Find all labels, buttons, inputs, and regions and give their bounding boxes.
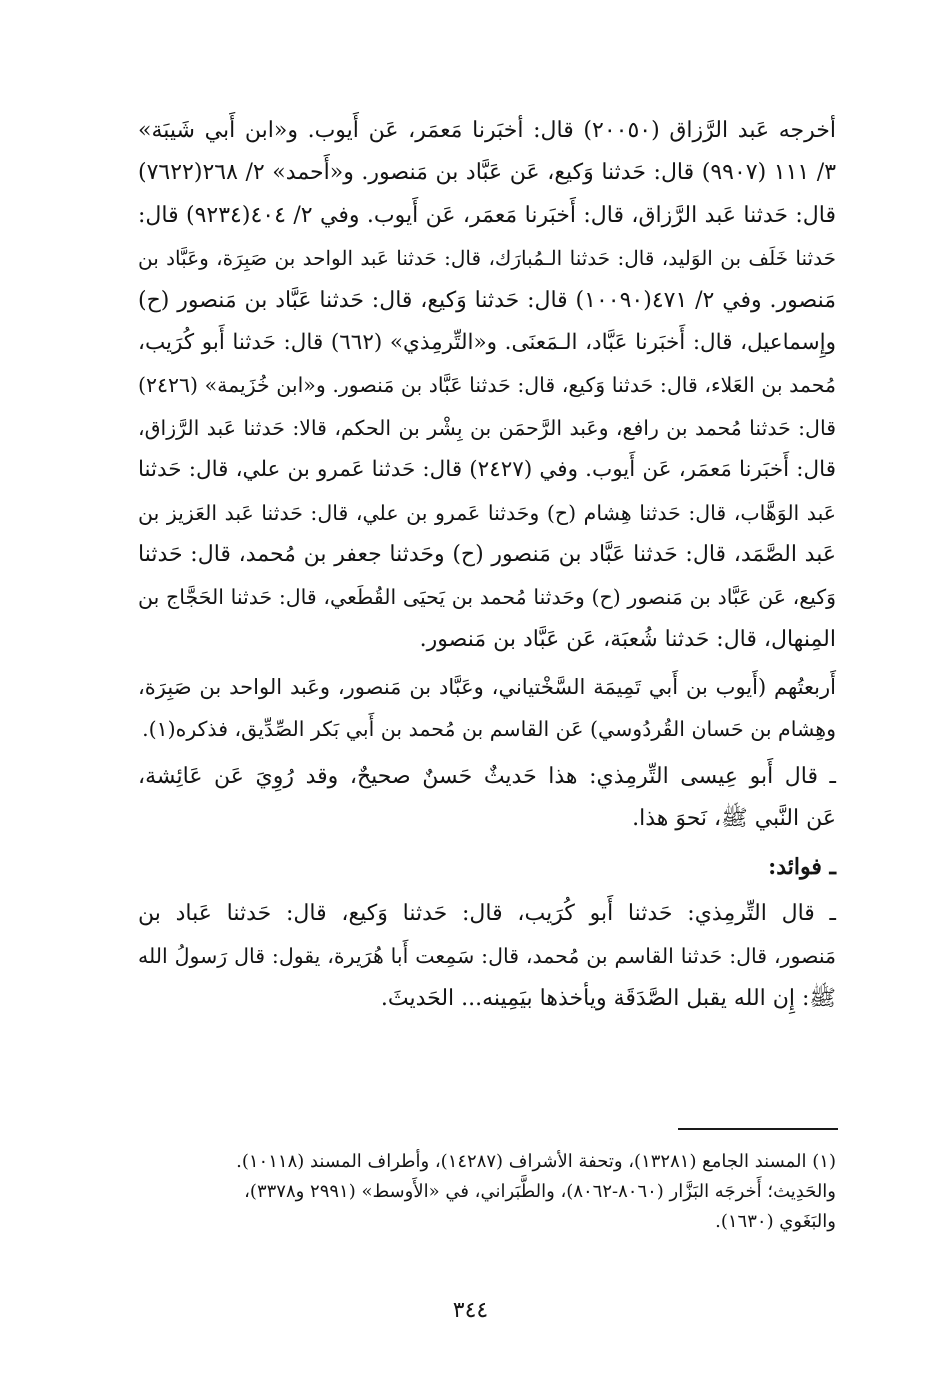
footnote-line: والبَغَوي (١٦٣٠). (715, 1211, 836, 1232)
page-number: ٣٤٤ (452, 1298, 489, 1323)
text-line: مُحمد بن العَلاء، قال: حَدثنا وَكيع، قال: حَدثنا عَبَّاد بن مَنصور. و«ابن خُزَيمة» (٢٤٢٦) (138, 373, 836, 398)
footnote-line: (١) المسند الجامع (١٣٢٨١)، وتحفة الأشراف (١٤٢٨٧)، وأطراف المسند (١٠١١٨). (236, 1151, 836, 1172)
footnote-line: والحَدِيث؛ أَخرجَه البَزَّار (٨٠٦٠-٨٠٦٢)، والطَّبَراني، في «الأَوسط» (٢٩٩١ و٣٣٧٨)، (244, 1181, 836, 1202)
text-line: حَدثنا خَلَف بن الوَليد، قال: حَدثنا الـمُبارَك، قال: حَدثنا عَبد الواحد بن صَبِرَة، وعَبَّاد بن (138, 246, 836, 271)
footnote-separator (678, 1128, 838, 1130)
main-text (138, 110, 836, 1020)
footnotes (140, 1147, 836, 1237)
text-line: قال: أَخبَرنا مَعمَر، عَن أَيوب. وفي (٢٤٢٧) قال: حَدثنا عَمرو بن علي، قال: حَدثنا (138, 457, 836, 483)
text-line: المِنهال، قال: حَدثنا شُعبَة، عَن عَبَّاد بن مَنصور. (419, 626, 836, 652)
text-line: عَبد الوَهَّاب، قال: حَدثنا هِشام (ح) وحَدثنا عَمرو بن علي، قال: حَدثنا عَبد العَزيز بن (138, 500, 836, 525)
benefits-paragraph (138, 893, 836, 1020)
text-line: ـ قال التِّرمِذي: حَدثنا أَبو كُرَيب، قال: حَدثنا وَكيع، قال: حَدثنا عَباد بن (138, 901, 836, 927)
text-line: مَنصور، قال: حَدثنا القاسم بن مُحمد، قال: سَمِعت أَبا هُرَيرة، يقول: قال رَسولُ الله (138, 944, 836, 969)
text-line: أَربعتُهم (أَيوب بن أَبي تَمِيمَة السَّخْتياني، وعَبَّاد بن مَنصور، وعَبد الواحد بن صَبِرَة، (138, 675, 836, 700)
text-line: قال: حَدثنا مُحمد بن رافع، وعَبد الرَّحمَن بن بِشْر بن الحكم، قالا: حَدثنا عَبد الرَّزاق، (138, 415, 836, 440)
section-heading: ـ فوائد: (768, 853, 836, 880)
text-line: أخرجه عَبد الرَّزاق (٢٠٠٥٠) قال: أخبَرنا مَعمَر، عَن أَيوب. و«ابن أَبي شَيبَة» (138, 118, 836, 143)
text-line: وإِسماعيل، قال: أَخبَرنا عَبَّاد، الـمَعنَى. و«التِّرمِذي» (٦٦٢) قال: حَدثنا أَبو كُرَيب، (138, 329, 836, 355)
text-line: ﷺ: إِن الله يقبل الصَّدَقَة ويأخذها بيَمِينه... الحَديثَ. (380, 985, 836, 1011)
tirmidhi-comment-paragraph (138, 756, 836, 841)
takhrij-paragraph (138, 110, 836, 661)
text-line: وَكيع، عَن عَبَّاد بن مَنصور (ح) وحَدثنا مُحمد بن يَحيَى القُطَعي، قال: حَدثنا الحَجَّاج بن (138, 585, 836, 610)
text-line: مَنصور. وفي ٢/ ٤٧١(١٠٠٩٠) قال: حَدثنا وَكيع، قال: حَدثنا عَبَّاد بن مَنصور (ح) (138, 287, 836, 313)
text-line: ـ قال أَبو عِيسى التِّرمِذي: هذا حَديثٌ حَسنٌ صحيحٌ، وقد رُوِيَ عَن عَائِشة، (138, 763, 836, 789)
text-line: ٣/ ١١١ (٩٩٠٧) قال: حَدثنا وَكيع، عَن عَبَّاد بن مَنصور. و«أَحمد» ٢/ ٢٦٨(٧٦٢٢) (138, 160, 837, 186)
text-line: قال: حَدثنا عَبد الرَّزاق، قال: أَخبَرنا مَعمَر، عَن أَيوب. وفي ٢/ ٤٠٤(٩٢٣٤) قال: (138, 202, 836, 228)
text-line: عَبد الصَّمَد، قال: حَدثنا عَبَّاد بن مَنصور (ح) وحَدثنا جعفر بن مُحمد، قال: حَدثنا (138, 541, 836, 567)
text-line: عَن النَّبي ﷺ، نَحوَ هذا. (632, 806, 836, 832)
narrators-paragraph (138, 666, 836, 751)
text-line: وهِشام بن حَسان القُردُوسي) عَن القاسم بن مُحمد بن أَبي بَكر الصِّدِّيق، فذكره(١). (142, 717, 836, 742)
